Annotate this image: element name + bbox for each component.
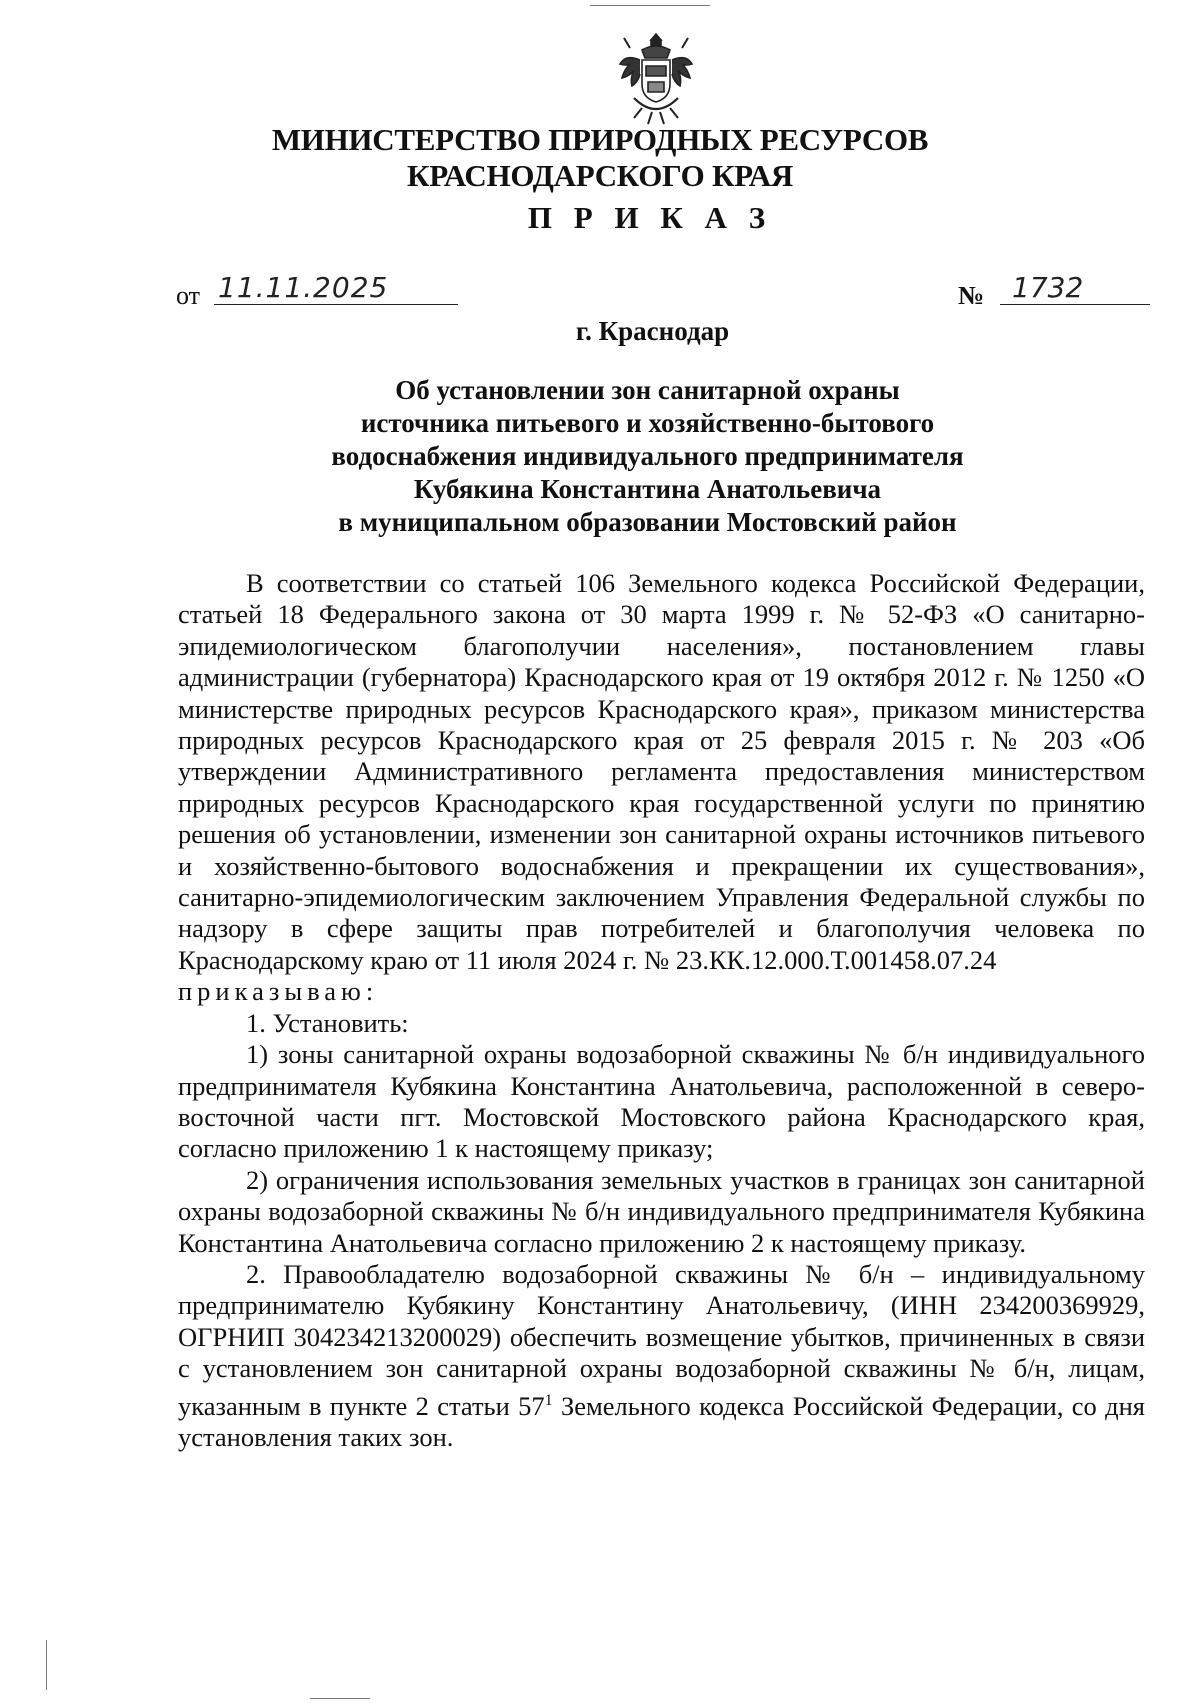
preamble-paragraph: В соответствии со статьей 106 Земельного кодекса Российской Федерации, статьей 18 Федерального закона от 30 марта 1999 г. № 52-ФЗ «О санитарно-эпидемиологическом благополучии населения», постановлением главы администрации (губернатора) Краснодарского края от 19 октября 2012 г. № 1250 «О министерстве природных ресурсов Краснодарского края», приказом министерства природных ресурсов Краснодарского края от 25 февраля 2015 г. № 203 «Об утверждении Административного регламента предоставления министерством природных ресурсов Краснодарского края государственной услуги по принятию решения об установлении, изменении зон санитарной охраны источников питьевого и хозяйственно-бытового водоснабжения и прекращении их существования», санитарно-эпидемиологическим заключением Управления Федеральной службы по надзору в сфере защиты прав потребителей и благополучия человека по Краснодарскому краю от 11 июля 2024 г. № 23.КК.12.000.Т.001458.07.24: [178, 568, 1145, 975]
item-2-text-part2: Земельного кодекса Российской Федерации, со дня установления таких зон.: [178, 1390, 1145, 1452]
ministry-name: [0, 122, 1200, 194]
scan-artifact-top-line: [590, 5, 710, 6]
coat-of-arms-emblem: [612, 30, 700, 126]
document-body: [178, 568, 1145, 1453]
item-2-paragraph: [178, 1259, 1145, 1453]
document-title: [0, 374, 1200, 539]
item-1-subitem-2: 2) ограничения использования земельных участков в границах зон санитарной охраны водозаборной скважины № б/н индивидуального предпринимателя Кубякина Константина Анатольевича согласно приложению 2 к настоящему приказу.: [178, 1164, 1145, 1258]
title-line: Кубякина Константина Анатольевича: [413, 474, 882, 504]
document-number: 1732: [1000, 271, 1150, 305]
title-line: Об установлении зон санитарной охраны: [395, 375, 900, 405]
title-line: в муниципальном образовании Мостовский район: [338, 507, 957, 537]
document-date: 11.11.2025: [214, 271, 458, 305]
scan-artifact-left-line: [46, 1640, 47, 1690]
scan-artifact-bottom-line: [310, 1698, 370, 1699]
document-type: П Р И К А З: [527, 200, 773, 235]
item-2-text-part1: 2. Правообладателю водозаборной скважины № б/н – индивидуальному предпринимателю Кубякину Константину Анатольевичу, (ИНН 234200369929, ОГРНИП 304234213200029) обеспечить возмещение убытков, причиненных в связи с установлением зон санитарной охраны водозаборной скважины № б/н, лицам, указанным в пункте 2 статьи 57: [178, 1258, 1145, 1421]
item-2-superscript: 1: [544, 1391, 553, 1409]
ministry-name-line2: КРАСНОДАРСКОГО КРАЯ: [407, 158, 793, 193]
date-prefix: от: [176, 281, 201, 310]
city: г. Краснодар: [575, 316, 730, 346]
number-prefix: №: [958, 281, 985, 310]
title-line: водоснабжения индивидуального предпринимателя: [331, 441, 964, 471]
item-1-subitem-1: 1) зоны санитарной охраны водозаборной скважины № б/н индивидуального предпринимателя Кубякина Константина Анатольевича, расположенной в северо-восточной части пгт. Мостовской Мостовского района Краснодарского края, согласно приложению 1 к настоящему приказу;: [178, 1039, 1145, 1164]
title-line: источника питьевого и хозяйственно-бытового: [360, 408, 935, 438]
item-1-heading: 1. Установить:: [246, 1007, 409, 1038]
date-number-row: [0, 271, 1200, 315]
ministry-name-line1: МИНИСТЕРСТВО ПРИРОДНЫХ РЕСУРСОВ: [271, 122, 929, 157]
order-word: приказываю:: [178, 976, 379, 1007]
